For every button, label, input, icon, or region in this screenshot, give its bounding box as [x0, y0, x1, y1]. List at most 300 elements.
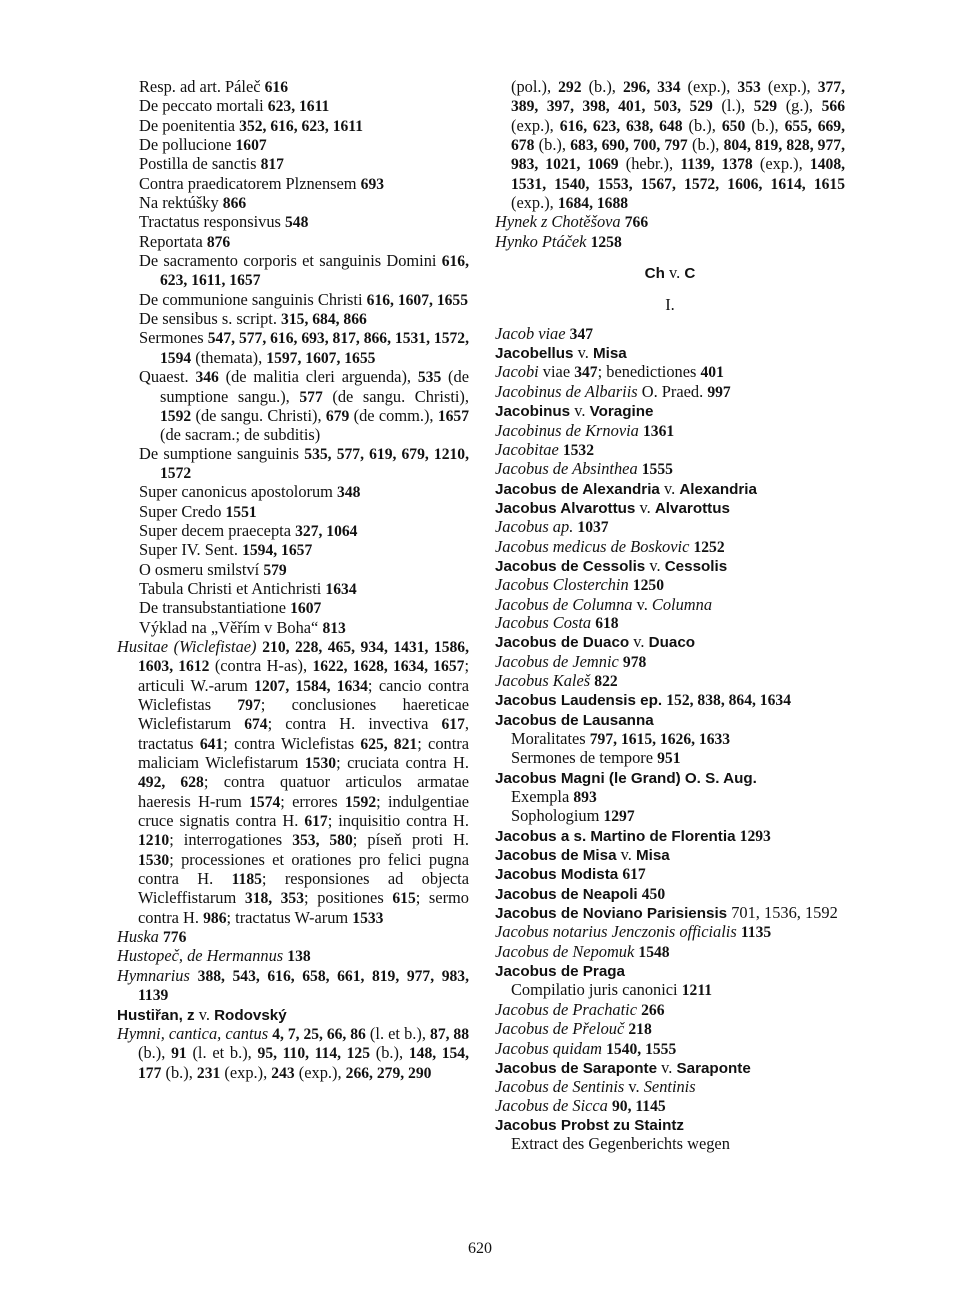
- index-entry: [117, 638, 469, 928]
- entry-text: ; contra Wiclefistas: [223, 733, 361, 753]
- entry-text: (de sangu. Christi),: [322, 386, 469, 406]
- index-subentry: [117, 522, 469, 541]
- index-entry: [495, 1078, 845, 1096]
- page-refs: 138: [287, 948, 311, 966]
- entry-text: v.: [194, 1004, 215, 1024]
- heading-term: Jacobinus de Krnovia: [495, 420, 639, 440]
- entry-text: O osmeru smilství: [139, 559, 264, 579]
- page-refs: 1408, 1531, 1540, 1553, 1567, 1572, 1606, 1614, 1615: [511, 156, 846, 193]
- page-refs: 352, 616, 623, 1611: [239, 117, 364, 135]
- cross-ref-term: Jacobus de Duaco: [495, 634, 630, 652]
- page-refs: 95, 110, 114, 125: [257, 1045, 370, 1063]
- index-entry: [495, 1097, 845, 1116]
- heading-term: Hustopeč, de Hermannus: [117, 946, 284, 966]
- heading-term: Husitae (Wiclefistae): [117, 636, 257, 656]
- page-refs: 1037: [577, 519, 609, 537]
- cross-ref-term: Jacobus de Lausanna: [495, 711, 654, 729]
- page-refs: 1622, 1628, 1634, 1657: [312, 658, 465, 676]
- index-entry: [495, 557, 845, 576]
- entry-text: ; sermo contra H.: [138, 888, 469, 927]
- index-entry: [495, 885, 845, 904]
- heading-term: Huska: [117, 927, 159, 947]
- page-refs: 1139, 1378: [680, 156, 753, 174]
- page-refs: 1361: [642, 422, 675, 440]
- page-refs: 231: [196, 1064, 221, 1082]
- index-subentry: [117, 483, 469, 502]
- page-refs: 1592: [344, 793, 377, 811]
- page-refs: 618: [595, 614, 619, 632]
- entry-text: Moralitates: [511, 729, 590, 748]
- entry-text: De poenitentia: [139, 115, 240, 135]
- cross-ref-term: Jacobus de Neapoli: [495, 885, 638, 903]
- page-refs: 579: [263, 561, 287, 579]
- entry-text: Super decem praecepta: [139, 520, 296, 540]
- page-refs: 218: [628, 1021, 652, 1039]
- entry-text: v.: [645, 555, 665, 575]
- page-refs: 1530: [304, 755, 337, 773]
- index-entry: [495, 711, 845, 730]
- page-refs: 577: [299, 388, 323, 406]
- page-refs: 152, 838, 864, 1634: [666, 692, 791, 710]
- entry-text: (de malitia cleri arguenda),: [218, 367, 418, 387]
- entry-text: (exp.),: [511, 115, 560, 135]
- entry-text: (exp.),: [760, 77, 818, 96]
- page-refs: 91: [171, 1045, 187, 1063]
- page-refs: 210, 228, 465, 934, 1431, 1586, 1603, 1612: [138, 638, 469, 676]
- entry-text: (b.),: [581, 77, 623, 96]
- page-refs: 243: [271, 1064, 295, 1082]
- page-refs: 822: [594, 672, 618, 690]
- entry-text: ; responsiones ad objecta Wicleffistarum: [138, 869, 469, 908]
- page-refs: 346: [195, 369, 219, 387]
- entry-text: (exp.),: [511, 193, 558, 213]
- entry-text: ; articuli W.-arum: [138, 656, 470, 695]
- entry-text: O. Praed.: [637, 381, 708, 401]
- index-subentry: [117, 368, 469, 444]
- cross-ref-term: Jacobus Probst zu Staintz: [495, 1116, 685, 1134]
- page-refs: 1657: [437, 407, 470, 425]
- entry-text: De sacramento corporis et sanguinis Domini: [139, 251, 442, 271]
- heading-term: Hynek z Chotěšova: [495, 212, 621, 232]
- page-refs: 450: [641, 885, 666, 903]
- cross-ref-term: Duaco: [648, 634, 696, 652]
- entry-text: ; inquisitio contra H.: [327, 811, 469, 831]
- page-refs: 1594, 1657: [242, 542, 313, 560]
- index-entry: [117, 947, 469, 966]
- page-refs: 817: [260, 156, 284, 174]
- index-entry: [495, 904, 845, 923]
- cross-ref-term: Alexandria: [679, 480, 757, 498]
- index-entry: [117, 1025, 469, 1083]
- entry-text: v.: [624, 1077, 644, 1097]
- index-subentry: [117, 155, 469, 174]
- page-refs: 1135: [740, 924, 772, 942]
- entry-text: De communione sanguinis Christi: [139, 289, 367, 309]
- page-refs: 292: [558, 79, 582, 96]
- page-refs: 766: [624, 214, 649, 232]
- heading-term: Jacobitae: [495, 439, 559, 459]
- page-refs: 623, 1611: [267, 98, 330, 116]
- entry-text: ; indulgentiae cruce signatis contra H.: [138, 791, 469, 831]
- cross-ref-term: Cessolis: [664, 557, 728, 575]
- page-refs: 617: [441, 716, 465, 734]
- page-refs: 625, 821: [360, 735, 418, 753]
- index-entry: [495, 614, 845, 633]
- index-subentry: [495, 1135, 845, 1153]
- heading-term: Jacobi: [495, 362, 539, 382]
- page-refs: 1548: [638, 943, 670, 961]
- index-subentry: [117, 252, 469, 291]
- page-refs: 1634: [325, 580, 357, 598]
- index-entry: [495, 691, 845, 710]
- index-subentry: [117, 580, 469, 599]
- heading-term: Hymnarius: [117, 965, 190, 985]
- page-refs: 1210: [138, 832, 170, 850]
- index-subentry: [495, 730, 845, 749]
- cross-ref-term: Jacobus Magni (le Grand) O. S. Aug.: [495, 769, 757, 787]
- entry-text: (g.),: [777, 96, 822, 116]
- page-refs: 1532: [562, 441, 595, 459]
- page-refs: 90, 1145: [611, 1097, 666, 1115]
- heading-term: Jacobus de Columna: [495, 594, 633, 614]
- cross-ref-term: Jacobus a s. Martino de Florentia: [495, 827, 736, 845]
- entry-text: (b.),: [370, 1043, 409, 1063]
- page-refs: 4, 7, 25, 66, 86: [272, 1025, 366, 1043]
- page-refs: 616, 623, 638, 648: [559, 117, 683, 135]
- index-subentry: [495, 749, 845, 768]
- entry-text: Reportata: [139, 231, 207, 251]
- entry-text: (b.),: [745, 115, 785, 135]
- cross-ref-term: Jacobus de Noviano Parisiensis: [495, 905, 728, 923]
- cross-ref-term: Voragine: [589, 403, 654, 421]
- entry-text: (pol.),: [511, 77, 559, 96]
- page-refs: 693: [360, 175, 385, 193]
- entry-text: ; processiones et orationes pro felici pugna contra H.: [138, 849, 469, 889]
- entry-text: ; píseň proti H.: [352, 830, 470, 850]
- page-refs: 804, 819, 828, 977, 983, 1021, 1069: [511, 137, 845, 174]
- cross-ref-term: Jacobus de Cessolis: [495, 557, 646, 575]
- index-entry: [495, 518, 845, 537]
- entry-text: (exp.),: [752, 154, 810, 174]
- cross-ref-term: Alvarottus: [654, 499, 730, 517]
- index-entry: [495, 962, 845, 981]
- index-subentry: [117, 117, 469, 136]
- entry-text: ; interrogationes: [169, 830, 293, 850]
- entry-text: ; conclusiones haereticae Wiclefistarum: [138, 695, 469, 734]
- page-refs: 327, 1064: [295, 522, 358, 540]
- index-entry: [495, 865, 845, 884]
- entry-text: v.: [570, 401, 590, 421]
- index-entry: [495, 672, 845, 691]
- entry-text: (exp.),: [220, 1062, 272, 1082]
- page-refs: 674: [244, 716, 268, 734]
- entry-text: (contra H-as),: [209, 656, 313, 676]
- cross-ref-term: Jacobus Laudensis ep.: [495, 692, 663, 710]
- index-subentry: [495, 981, 845, 1000]
- entry-text: v.: [629, 632, 649, 652]
- entry-text: Sermones de tempore: [511, 748, 658, 768]
- page-refs: 318, 353: [244, 890, 305, 908]
- heading-term: Jacobus de Absinthea: [495, 459, 638, 479]
- entry-text: De sensibus s. script.: [139, 309, 282, 329]
- entry-text: (b.),: [682, 115, 722, 135]
- heading-term: Jacobus de Sentinis: [495, 1077, 625, 1097]
- page-refs: 1185: [231, 871, 262, 889]
- entry-text: ; contra H. invectiva: [267, 714, 442, 734]
- page-refs: 1540, 1555: [606, 1040, 677, 1058]
- index-subentry: [117, 329, 469, 368]
- entry-text: v.: [657, 1057, 677, 1077]
- page-refs: 617: [304, 813, 328, 831]
- index-entry: [495, 653, 845, 672]
- page-refs: 1293: [739, 827, 771, 845]
- index-entry: [495, 422, 845, 441]
- page-number: 620: [468, 1240, 492, 1257]
- page-refs: 315, 684, 866: [281, 311, 367, 329]
- entry-text: v.: [664, 263, 685, 283]
- index-subentry: [117, 291, 469, 310]
- index-entry: [117, 967, 469, 1006]
- heading-term: Hymni, cantica, cantus: [117, 1023, 269, 1043]
- index-entry: [495, 576, 845, 595]
- page-refs: 353, 580: [292, 832, 353, 850]
- entry-text: Super IV. Sent.: [139, 540, 243, 560]
- index-column-right: [495, 78, 845, 1154]
- index-entry: [495, 499, 845, 518]
- index-subentry: [117, 194, 469, 213]
- page-refs: 347: [574, 364, 598, 382]
- index-entry: [495, 538, 845, 557]
- cross-ref-term: Jacobellus: [495, 345, 574, 363]
- page-refs: 1597, 1607, 1655: [266, 349, 376, 367]
- entry-text: ; tractatus W-arum: [226, 907, 353, 927]
- section-heading: [495, 264, 845, 283]
- page-refs: 1574: [249, 793, 281, 811]
- entry-text: Sophologium: [511, 806, 604, 826]
- entry-text: (exp.),: [680, 77, 738, 96]
- page-refs: 1607: [290, 600, 322, 618]
- page-refs: 1684, 1688: [557, 195, 629, 213]
- heading-term: Jacobinus de Albariis: [495, 381, 638, 401]
- heading-term: Jacobus de Přelouč: [495, 1019, 625, 1039]
- cross-ref-term: Jacobus de Praga: [495, 963, 625, 981]
- entry-text: [190, 966, 198, 985]
- page-refs: 1211: [681, 982, 713, 1000]
- heading-term: Jacobus Costa: [495, 612, 592, 632]
- entry-text: De pollucione: [139, 135, 236, 155]
- page-refs: 1592: [160, 407, 192, 425]
- entry-text: Výklad na „Věřím v Boha“: [139, 617, 323, 637]
- index-subentry: [117, 445, 469, 484]
- index-entry: [495, 769, 845, 788]
- cross-ref-term: Saraponte: [676, 1059, 751, 1077]
- index-entry: [495, 363, 845, 382]
- page-refs: 616, 1607, 1655: [366, 291, 468, 309]
- entry-text: Quaest.: [139, 367, 196, 387]
- page-refs: 866: [222, 195, 247, 213]
- entry-text: Extract des Gegenberichts wegen: [511, 1134, 730, 1154]
- entry-text: Resp. ad art. Páleč: [139, 77, 265, 96]
- index-entry: [495, 1040, 845, 1059]
- index-entry: [495, 402, 845, 421]
- entry-text: Sermones: [139, 328, 208, 348]
- page-refs: 535: [417, 369, 442, 387]
- cross-ref-term: Jacobus Alvarottus: [495, 499, 636, 517]
- heading-term: Jacobus Kaleš: [495, 670, 591, 690]
- entry-text: (de sumptione sangu.),: [160, 367, 469, 406]
- entry-text: v.: [616, 845, 636, 865]
- page-refs: 547, 577, 616, 693, 817, 866, 1531, 1572, 1594: [160, 330, 469, 367]
- entry-text: (b.),: [687, 135, 724, 155]
- entry-text: ; contra maliciam Wiclefistarum: [138, 733, 469, 773]
- entry-text: (l. et b.),: [186, 1043, 258, 1063]
- entry-text: ; positiones: [304, 888, 393, 908]
- index-entry: [495, 827, 845, 846]
- page-refs: 776: [163, 929, 187, 947]
- entry-text: (de sangu. Christi),: [191, 405, 326, 425]
- index-entry: [495, 441, 845, 460]
- page-refs: 683, 690, 700, 797: [570, 137, 688, 155]
- entry-text: (de comm.),: [349, 405, 438, 425]
- entry-text: viae: [538, 362, 575, 382]
- index-subentry: [117, 503, 469, 522]
- page-refs: 1607: [235, 137, 267, 155]
- heading-term: Jacobus medicus de Boskovic: [495, 536, 690, 556]
- index-subentry: [117, 213, 469, 232]
- entry-text: De sumptione sanguinis: [139, 443, 305, 463]
- entry-text: v.: [635, 497, 655, 517]
- page-refs: 492, 628: [138, 774, 204, 792]
- entry-text: Na rektúšky: [139, 193, 223, 213]
- index-entry: [495, 460, 845, 479]
- page-refs: 266, 279, 290: [345, 1064, 432, 1082]
- index-entry: [495, 213, 845, 232]
- entry-text: (l. et b.),: [365, 1023, 431, 1043]
- index-entry: [117, 928, 469, 947]
- page-refs: 1252: [693, 538, 725, 556]
- index-entry: [495, 344, 845, 363]
- heading-term: Jacobus Closterchin: [495, 575, 629, 595]
- page-refs: 1207, 1584, 1634: [254, 677, 368, 695]
- heading-term: Sentinis: [643, 1077, 696, 1097]
- page-refs: 1555: [641, 461, 673, 479]
- page-refs: 1250: [632, 577, 664, 595]
- page-refs: 893: [573, 789, 597, 807]
- index-entry: [495, 596, 845, 614]
- page-refs: 615: [392, 890, 416, 908]
- cross-ref-term: Misa: [592, 345, 627, 363]
- page-refs: 1258: [590, 233, 622, 251]
- index-entry: [495, 1001, 845, 1020]
- index-entry-continuation: [495, 78, 845, 213]
- entry-text: Compilatio juris canonici: [511, 980, 682, 1000]
- entry-text: Tractatus responsivus: [139, 212, 285, 232]
- page-refs: 813: [322, 619, 346, 637]
- page-refs: 1297: [603, 808, 635, 826]
- page-refs: 997: [707, 383, 731, 401]
- page-refs: 347: [569, 325, 594, 343]
- heading-term: Jacobus quidam: [495, 1038, 602, 1058]
- cross-ref-term: C: [684, 265, 696, 283]
- page-refs: 377, 389, 397, 398, 401, 503, 529: [511, 79, 845, 116]
- cross-ref-term: Jacobus de Alexandria: [495, 480, 660, 498]
- page-refs: 978: [622, 653, 647, 671]
- page-refs: 679: [325, 407, 350, 425]
- entry-text: (l.),: [712, 96, 754, 116]
- page-refs: 353: [737, 79, 761, 96]
- page-refs: 401: [700, 364, 724, 382]
- entry-text: Super canonicus apostolorum: [139, 482, 338, 502]
- heading-term: Jacobus de Sicca: [495, 1095, 608, 1115]
- cross-ref-term: Jacobus de Misa: [495, 847, 617, 865]
- cross-ref-term: Rodovský: [214, 1006, 287, 1024]
- page-refs: 566: [821, 98, 845, 116]
- entry-text: ; contra quatuor articulos armatae haeresis H-rum: [138, 772, 470, 811]
- entry-text: , tractatus: [138, 714, 469, 753]
- page-refs: 296, 334: [622, 79, 681, 96]
- index-subentry: [117, 599, 469, 618]
- page-refs: 655, 669, 678: [511, 117, 845, 155]
- page-refs: 266: [641, 1001, 665, 1019]
- page-refs: 876: [206, 233, 231, 251]
- index-subentry: [117, 541, 469, 560]
- page-refs: 797: [237, 697, 261, 714]
- entry-text: ; cancio contra Wiclefistas: [138, 675, 469, 714]
- index-entry: [495, 1020, 845, 1039]
- page-refs: 87, 88: [430, 1025, 470, 1043]
- heading-term: Jacobus de Jemnic: [495, 651, 619, 671]
- entry-text: (b.),: [138, 1043, 172, 1063]
- heading-term: Jacobus de Prachatic: [495, 999, 638, 1019]
- entry-text: (themata),: [191, 347, 267, 367]
- page-refs: 797, 1615, 1626, 1633: [589, 731, 731, 748]
- entry-text: (de sacram.; de subditis): [160, 425, 321, 445]
- entry-text: Super Credo: [139, 501, 226, 521]
- index-entry: [495, 233, 845, 252]
- cross-ref-term: Hustiřan, z: [117, 1006, 195, 1024]
- index-entry: [495, 923, 845, 942]
- page-refs: 535, 577, 619, 679, 1210, 1572: [160, 445, 469, 482]
- index-entry: [495, 943, 845, 962]
- heading-term: Jacobus notarius Jenczonis officialis: [495, 922, 737, 942]
- page-refs: 1533: [352, 909, 384, 927]
- entry-text: ; errores: [280, 791, 345, 811]
- heading-term: Jacobus de Nepomuk: [495, 941, 635, 961]
- page-refs: 348: [337, 484, 361, 502]
- index-subentry: [117, 233, 469, 252]
- entry-text: (b.),: [534, 135, 571, 155]
- entry-text: v.: [659, 478, 680, 498]
- index-subentry: [117, 97, 469, 116]
- cross-ref-term: Jacobus de Saraponte: [495, 1059, 658, 1077]
- cross-ref-term: Jacobus Modista: [495, 866, 619, 884]
- index-subentry: [117, 561, 469, 580]
- entry-text: (hebr.),: [618, 154, 681, 174]
- entry-text: ; cruciata contra H.: [336, 753, 469, 773]
- entry-text: v.: [573, 343, 593, 363]
- entry-text: ; benedictiones: [597, 362, 701, 382]
- index-entry: [495, 1059, 845, 1078]
- cross-ref-term: Misa: [635, 847, 670, 865]
- index-subentry: [117, 175, 469, 194]
- entry-text: v.: [632, 594, 652, 614]
- page-refs: 548: [285, 214, 309, 232]
- index-subentry: [495, 788, 845, 807]
- page-refs: 148, 154, 177: [138, 1045, 469, 1082]
- entry-text: Tabula Christi et Antichristi: [139, 578, 326, 598]
- heading-term: Hynko Ptáček: [495, 231, 587, 251]
- page-refs: 986: [203, 909, 227, 927]
